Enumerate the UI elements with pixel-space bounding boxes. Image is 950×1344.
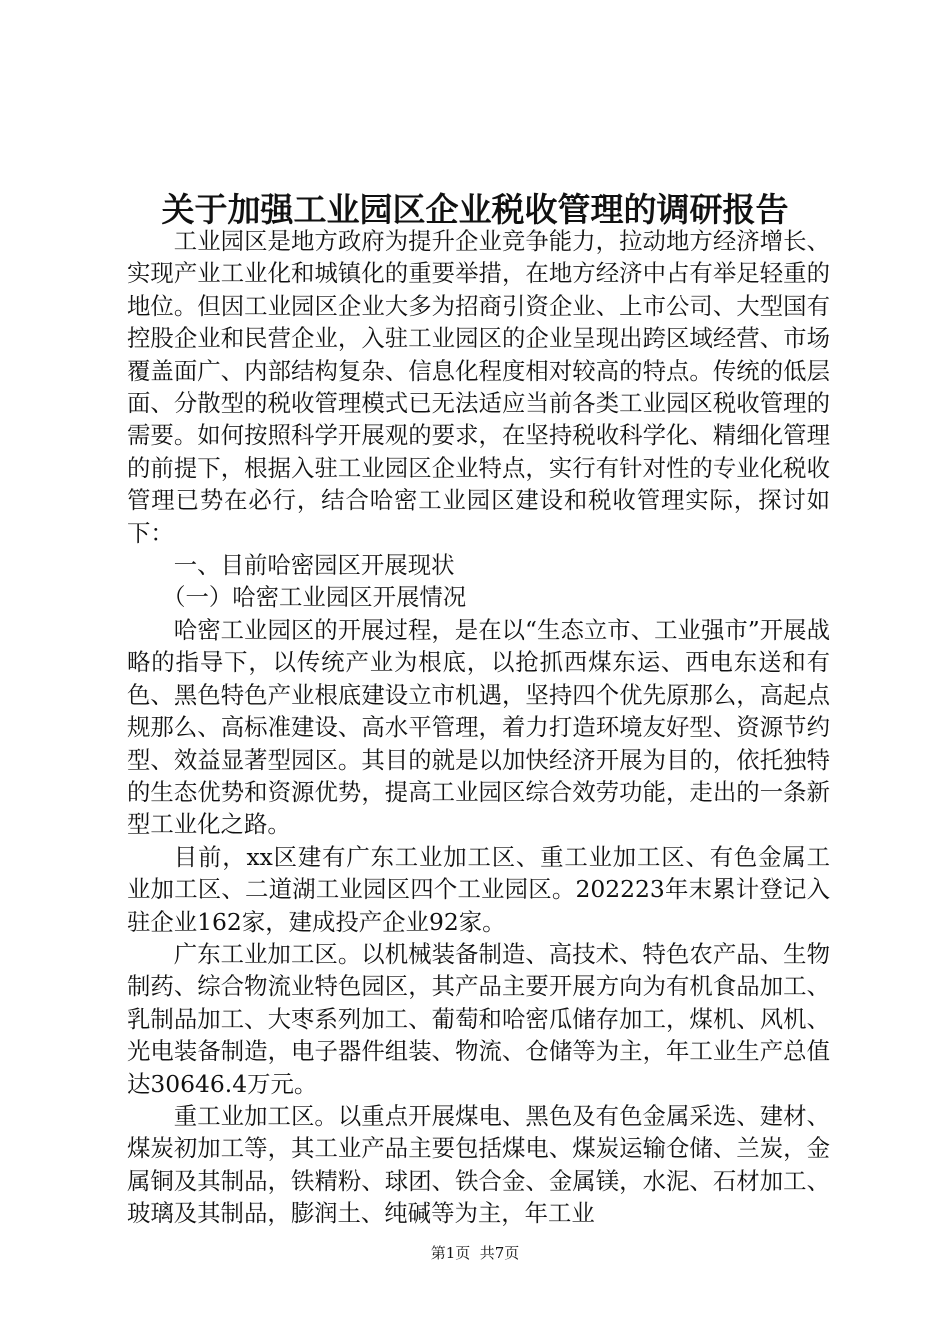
paragraph-guangdong-zone: 广东工业加工区。以机械装备制造、高技术、特色农产品、生物制药、综合物流业特色园区，其产品主要开展方向为有机食品加工、乳制品加工、大枣系列加工、葡萄和哈密瓜储存加工，煤机、风机、光电装备制造，电子器件组装、物流、仓储等为主，年工业生产总值达30646.4万元。 — [127, 939, 830, 1098]
paragraph-intro: 工业园区是地方政府为提升企业竞争能力，拉动地方经济增长、实现产业工业化和城镇化的重要举措，在地方经济中占有举足轻重的地位。但因工业园区企业大多为招商引资企业、上市公司、大型国有控股企业和民营企业，入驻工业园区的企业呈现出跨区域经营、市场覆盖面广、内部结构复杂、信息化程度相对较高的特点。传统的低层面、分散型的税收管理模式已无法适应当前各类工业园区税收管理的需要。如何按照科学开展观的要求，在坚持税收科学化、精细化管理的前提下，根据入驻工业园区企业特点，实行有针对性的专业化税收管理已势在必行，结合哈密工业园区建设和税收管理实际，探讨如下： — [127, 227, 830, 547]
document-title: 关于加强工业园区企业税收管理的调研报告 — [161, 190, 789, 229]
page-footer: 第1页 共7页 — [430, 1244, 520, 1262]
section-heading: 一、目前哈密园区开展现状 — [173, 551, 455, 580]
document-body — [127, 225, 830, 1230]
paragraph-heavy-industry-zone: 重工业加工区。以重点开展煤电、黑色及有色金属采选、建材、煤炭初加工等，其工业产品主要包括煤电、煤炭运输仓储、兰炭，金属铜及其制品，铁精粉、球团、铁合金、金属镁，水泥、石材加工、玻璃及其制品，膨润土、纯碱等为主，年工业 — [127, 1101, 830, 1228]
paragraph-current-status: 目前，xx区建有广东工业加工区、重工业加工区、有色金属工业加工区、二道湖工业园区四个工业园区。202223年末累计登记入驻企业162家，建成投产企业92家。 — [127, 842, 830, 936]
paragraph-development: 哈密工业园区的开展过程，是在以“生态立市、工业强市”开展战略的指导下，以传统产业为根底，以抢抓西煤东运、西电东送和有色、黑色特色产业根底建设立市机遇，坚持四个优先原那么，高起点规那么、高标准建设、高水平管理，着力打造环境友好型、资源节约型、效益显著型园区。其目的就是以加快经济开展为目的，依托独特的生态优势和资源优势，提高工业园区综合效劳功能，走出的一条新型工业化之路。 — [127, 615, 830, 839]
subsection-heading: （一）哈密工业园区开展情况 — [162, 583, 467, 612]
